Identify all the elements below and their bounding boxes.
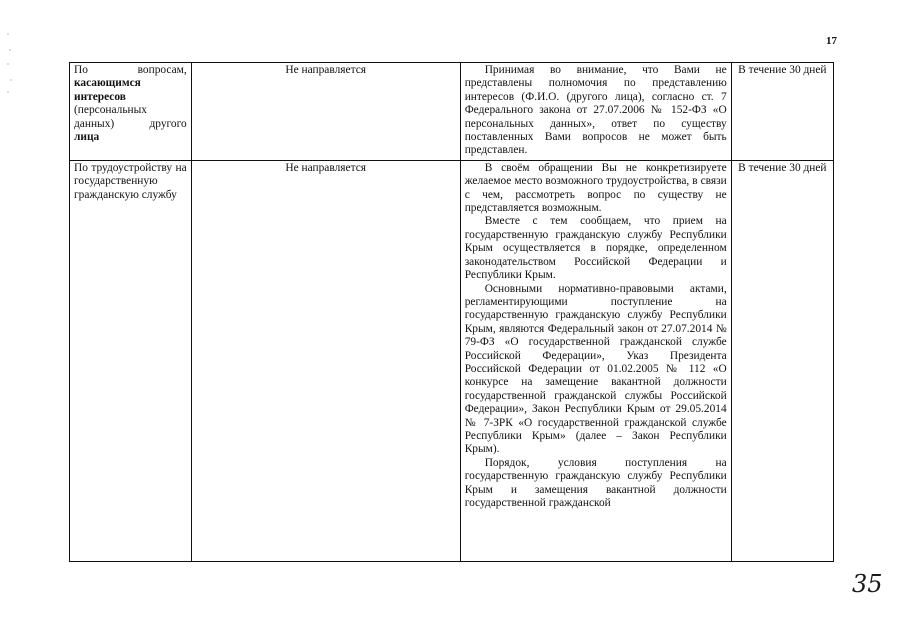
topic-line: касающимся [74, 77, 141, 90]
topic-text: По трудоустройству на государственную гражданскую службу [74, 161, 187, 201]
document-table [69, 62, 834, 562]
topic-line: интересов [74, 90, 126, 103]
topic-line: По вопросам, [74, 64, 187, 76]
table-row [70, 160, 834, 561]
answer-paragraph: Вместе с тем сообщаем, что прием на государственную гражданскую службу Республики Крым осуществляется в порядке, определенном законодательством Российской Федерации и Республики Крым. [464, 215, 727, 282]
answer-paragraph: Принимая во внимание, что Вами не представлены полномочия по представлению интересов (Ф.И.О. (другого лица), согласно ст. 7 Федерального закона от 27.07.2006 № 152-ФЗ «О персональных данных», ответ по существу поставленных Вами вопросов не может быть представлен. [464, 64, 727, 157]
term-cell: В течение 30 дней [731, 160, 833, 561]
handwritten-page-stamp: 35 [852, 570, 883, 598]
response-cell: Не направляется [191, 160, 460, 561]
answer-paragraph: В своём обращении Вы не конкретизируете желаемое место возможного трудоустройства, в связи с чем, рассмотреть вопрос по существу не представляется возможным. [464, 161, 727, 215]
table-row [70, 63, 834, 161]
topic-line: лица [74, 131, 100, 144]
answer-paragraph: Основными нормативно-правовыми актами, регламентирующими поступление на государственную гражданскую службу Республики Крым, являются Федеральный закон от 27.07.2014 № 79-ФЗ «О государственной гражданской службе Российской Федерации», Указ Президента Российской Федерации от 01.02.2005 № 112 «О конкурсе на замещение вакантной должности государственной гражданской службы Российской Федерации», Закон Республики Крым от 29.05.2014 № 7-ЗРК «О государственной гражданской службе Республики Крым» (далее – Закон Республики Крым). [464, 282, 727, 456]
topic-cell [70, 160, 192, 561]
topic-cell [70, 63, 192, 161]
answer-paragraph: Порядок, условия поступления на государственную гражданскую службу Республики Крым и замещения вакантной должности государственной гражданской [464, 456, 727, 509]
answer-cell [460, 63, 731, 161]
topic-text [74, 64, 187, 144]
page-number: 17 [826, 35, 837, 47]
topic-line: данных) другого [74, 117, 187, 130]
response-cell: Не направляется [191, 63, 460, 161]
term-cell: В течение 30 дней [731, 63, 833, 161]
topic-line: (персональных [74, 104, 147, 117]
answer-cell [460, 160, 731, 561]
margin-scan-marks [6, 30, 16, 100]
